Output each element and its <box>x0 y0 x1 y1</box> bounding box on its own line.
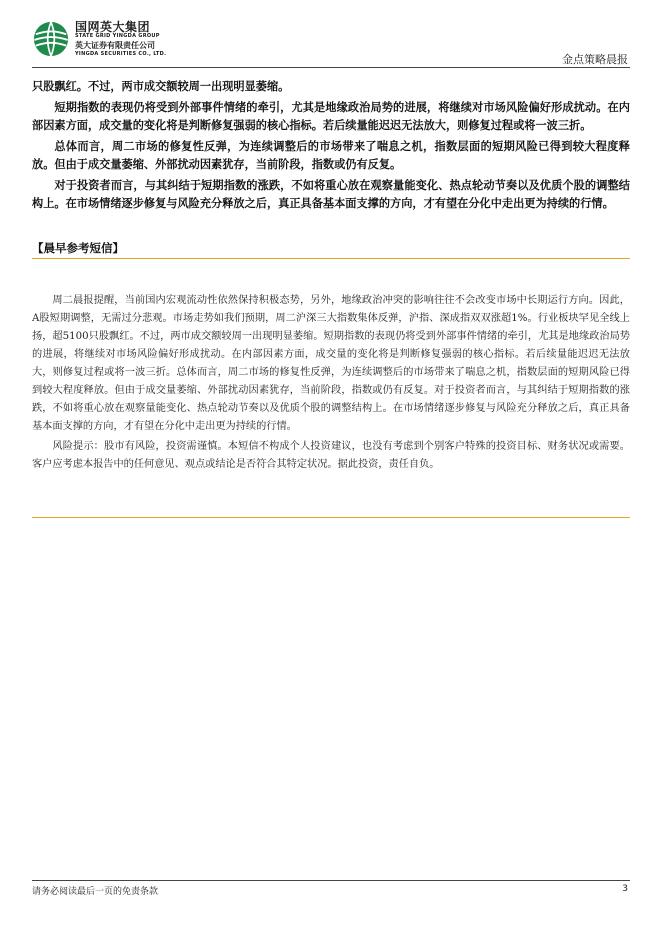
logo-group-name: 国网英大集团 <box>75 20 151 34</box>
logo-company-name-en: YINGDA SECURITIES CO., LTD. <box>75 51 167 57</box>
commentary-paragraph: 短期指数的表现仍将受到外部事件情绪的牵引，尤其是地缘政治局势的进展，将继续对市场风险偏好形成扰动。在内部因素方面，成交量的变化将是判断修复强弱的核心指标。若后续量能迟迟无法放大，则修复过程或将一波三折。 <box>32 100 630 132</box>
section-divider <box>32 258 630 259</box>
page-header <box>32 18 630 68</box>
brief-paragraph: 周二晨报提醒，当前国内宏观流动性依然保持积极态势，另外，地缘政治冲突的影响往往不会改变市场中长期运行方向。因此，A股短期调整，无需过分悲观。市场走势如我们预期，周二沪深三大指数集体反弹，沪指、深成指双双涨超1%。行业板块罕见全线上扬，超5100只股飘红。不过，两市成交额较周一出现明显萎缩。短期指数的表现仍将受到外部事件情绪的牵引，尤其是地缘政治局势的进展，将继续对市场风险偏好形成扰动。在内部因素方面，成交量的变化将是判断修复强弱的核心指标。若后续量能迟迟无法放大，则修复过程或将一波三折。总体而言，周二市场的修复性反弹，为连续调整后的市场带来了喘息之机，指数层面的短期风险已得到较大程度释放。但由于成交量萎缩、外部扰动因素犹存，当前阶段，指数或仍有反复。对于投资者而言，与其纠结于短期指数的涨跌，不如将重心放在观察量能变化、热点轮动节奏以及优质个股的调整结构上。在市场情绪逐步修复与风险充分释放之后，真正具备基本面支撑的方向，才有望在分化中走出更为持续的行情。 <box>32 295 630 432</box>
logo-company-name: 英大证券有限责任公司 <box>75 41 155 50</box>
page-number: 3 <box>622 884 628 894</box>
footer-divider <box>32 880 630 881</box>
morning-brief <box>32 292 630 476</box>
header-divider <box>32 67 630 68</box>
risk-warning-paragraph: 风险提示：股市有风险，投资需谨慎。本短信不构成个人投资建议，也没有考虑到个别客户特殊的投资目标、财务状况或需要。客户应考虑本报告中的任何意见、观点或结论是否符合其特定状况。据此投资，责任自负。 <box>32 441 630 470</box>
commentary-paragraph: 总体而言，周二市场的修复性反弹，为连续调整后的市场带来了喘息之机，指数层面的短期风险已得到较大程度释放。但由于成交量萎缩、外部扰动因素犹存，当前阶段，指数或仍有反复。 <box>32 139 630 171</box>
globe-logo-icon <box>32 20 70 58</box>
brief-divider <box>32 517 630 518</box>
report-title: 金点策略晨报 <box>562 53 628 66</box>
commentary-paragraph: 只股飘红。不过，两市成交额较周一出现明显萎缩。 <box>32 80 290 93</box>
section-heading: 【晨早参考短信】 <box>32 241 124 255</box>
logo-group-name-en: STATE GRID YINGDA GROUP <box>75 33 160 39</box>
company-logo <box>32 18 192 62</box>
commentary-paragraph: 对于投资者而言，与其纠结于短期指数的涨跌，不如将重心放在观察量能变化、热点轮动节奏以及优质个股的调整结构上。在市场情绪逐步修复与风险充分释放之后，真正具备基本面支撑的方向，才有望在分化中走出更为持续的行情。 <box>32 178 630 210</box>
footer-disclaimer: 请务必阅读最后一页的免责条款 <box>32 887 159 897</box>
main-commentary <box>32 78 630 216</box>
